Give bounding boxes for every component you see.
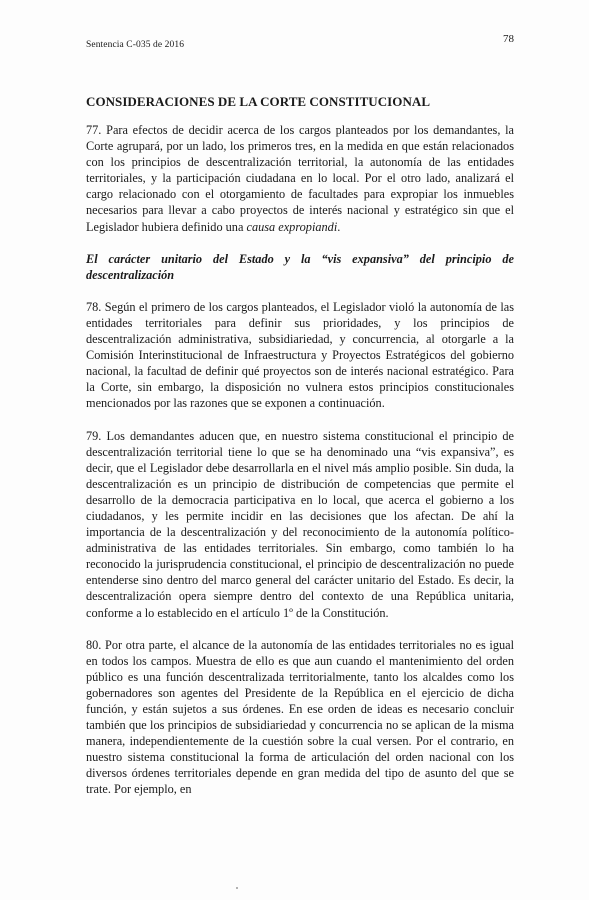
paragraph-77-end: . [337,219,341,234]
running-header: Sentencia C-035 de 2016 [86,40,185,50]
paragraph-77 [86,122,514,235]
paragraph-78: 78. Según el primero de los cargos planteados, el Legislador violó la autonomía de las entidades territoriales para definir sus prioridades, y los principios de descentralización administrativa, subsidiariedad, y concurrencia, al otorgarle a la Comisión Interinstitucional de Infraestructura y Proyectos Estratégicos del gobierno nacional, la facultad de definir qué proyectos son de interés nacional estratégico. Para la Corte, sin embargo, la disposición no vulnera estos principios constitucionales mencionados por las razones que se exponen a continuación. [86,299,514,411]
paragraph-77-text: 77. Para efectos de decidir acerca de los cargos planteados por los demandantes, la Corte agrupará, por un lado, los primeros tres, en la medida en que están relacionados con los principios de descentralización territorial, la autonomía de las entidades territoriales, y la participación ciudadana en lo local. Por el otro lado, analizará el cargo relacionado con el otorgamiento de facultades para expropiar los inmuebles necesarios para llevar a cabo proyectos de interés nacional y estratégico sin que el Legislador hubiera definido una [86,123,514,234]
paragraph-80: 80. Por otra parte, el alcance de la autonomía de las entidades territoriales no es igual en todos los campos. Muestra de ello es que aun cuando el mantenimiento del orden público es una función descentralizada territorialmente, tanto los alcaldes como los gobernadores son agentes del Presidente de la República en el ejercicio de dicha función, y están sujetos a sus órdenes. En ese orden de ideas es necesario concluir también que los principios de subsidiariedad y concurrencia no se aplican de la misma manera, independientemente de la cuestión sobre la cual versen. Por el contrario, en nuestro sistema constitucional la forma de articulación del orden nacional con los diversos órdenes territoriales depende en gran medida del tipo de asunto del que se trate. Por ejemplo, en [86,637,514,797]
section-title: CONSIDERACIONES DE LA CORTE CONSTITUCIONAL [86,94,431,109]
paragraph-77-italic-term: causa expropiandi [246,219,338,234]
document-body [86,94,514,814]
scan-speck [236,887,238,889]
paragraph-79: 79. Los demandantes aducen que, en nuestro sistema constitucional el principio de descentralización territorial tiene lo que se ha denominado una “vis expansiva”, es decir, que el Legislador debe desarrollarla en el nivel más amplio posible. Sin duda, la descentralización es un principio de distribución de competencias que permite el desarrollo de la democracia participativa en lo local, que acerca el gobierno a los ciudadanos, y les permite incidir en las decisiones que los afectan. De ahí la importancia de la descentralización y del reconocimiento de la autonomía político-administrativa de las entidades territoriales. Sin embargo, como también lo ha reconocido la jurisprudencia constitucional, el principio de descentralización no puede entenderse sino dentro del marco general del carácter unitario del Estado. Es decir, la descentralización opera siempre dentro del contexto de una República unitaria, conforme a lo establecido en el artículo 1º de la Constitución. [86,428,514,620]
subsection-heading: El carácter unitario del Estado y la “vis expansiva” del principio de descentralización [86,251,514,282]
page-number: 78 [503,33,514,45]
